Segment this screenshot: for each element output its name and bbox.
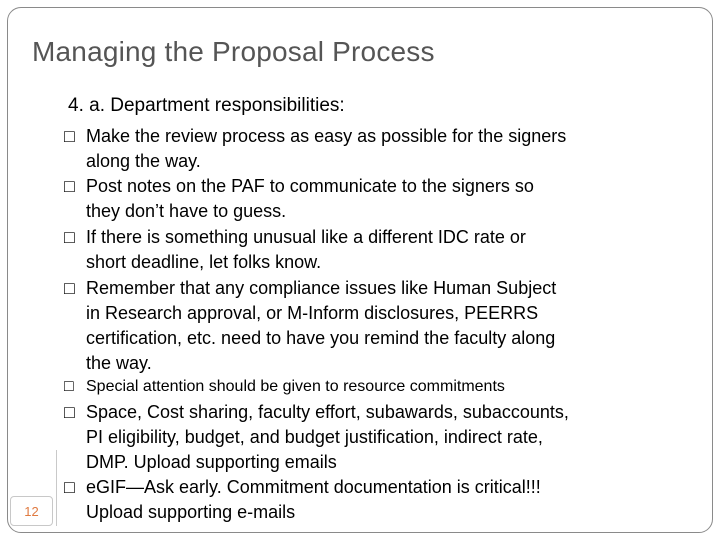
bullet-icon: □ bbox=[64, 126, 75, 146]
bullet-item bbox=[64, 400, 569, 475]
bullet-icon: □ bbox=[64, 176, 75, 196]
bullet-item bbox=[64, 276, 556, 376]
bullet-icon: □ bbox=[64, 278, 75, 298]
bullet-text: they don’t have to guess. bbox=[86, 201, 287, 221]
bullet-item bbox=[64, 225, 526, 275]
bullet-item bbox=[64, 174, 534, 224]
footer-divider bbox=[56, 450, 57, 526]
page-number: 12 bbox=[10, 496, 53, 526]
bullet-text: along the way. bbox=[86, 151, 201, 171]
bullet-text: in Research approval, or M-Inform disclosures, PEERRS bbox=[86, 303, 539, 323]
bullet-text: short deadline, let folks know. bbox=[86, 252, 322, 272]
bullet-text: Post notes on the PAF to communicate to the signers so bbox=[86, 176, 534, 196]
bullet-icon: □ bbox=[64, 227, 75, 247]
bullet-text: Remember that any compliance issues like Human Subject bbox=[86, 278, 557, 298]
bullet-text: If there is something unusual like a different IDC rate or bbox=[86, 227, 526, 247]
bullet-icon: □ bbox=[64, 402, 75, 422]
bullet-text: Special attention should be given to resource commitments bbox=[86, 378, 505, 395]
bullet-text: eGIF—Ask early. Commitment documentation is critical!!! bbox=[86, 477, 541, 497]
bullet-text: the way. bbox=[86, 353, 152, 373]
bullet-text: Upload supporting e-mails bbox=[86, 502, 296, 522]
slide-title: Managing the Proposal Process bbox=[32, 36, 435, 67]
bullet-item bbox=[64, 124, 566, 174]
bullet-text: Make the review process as easy as possible for the signers bbox=[86, 126, 567, 146]
bullet-text: Space, Cost sharing, faculty effort, subawards, subaccounts, bbox=[86, 402, 569, 422]
bullet-text: DMP. Upload supporting emails bbox=[86, 452, 337, 472]
bullet-item bbox=[64, 475, 541, 525]
bullet-icon: □ bbox=[64, 477, 75, 497]
bullet-icon: □ bbox=[64, 378, 74, 395]
section-heading: 4. a. Department responsibilities: bbox=[68, 95, 345, 116]
bullet-item bbox=[64, 374, 505, 399]
bullet-text: certification, etc. need to have you remind the faculty along bbox=[86, 328, 556, 348]
bullet-text: PI eligibility, budget, and budget justification, indirect rate, bbox=[86, 427, 543, 447]
